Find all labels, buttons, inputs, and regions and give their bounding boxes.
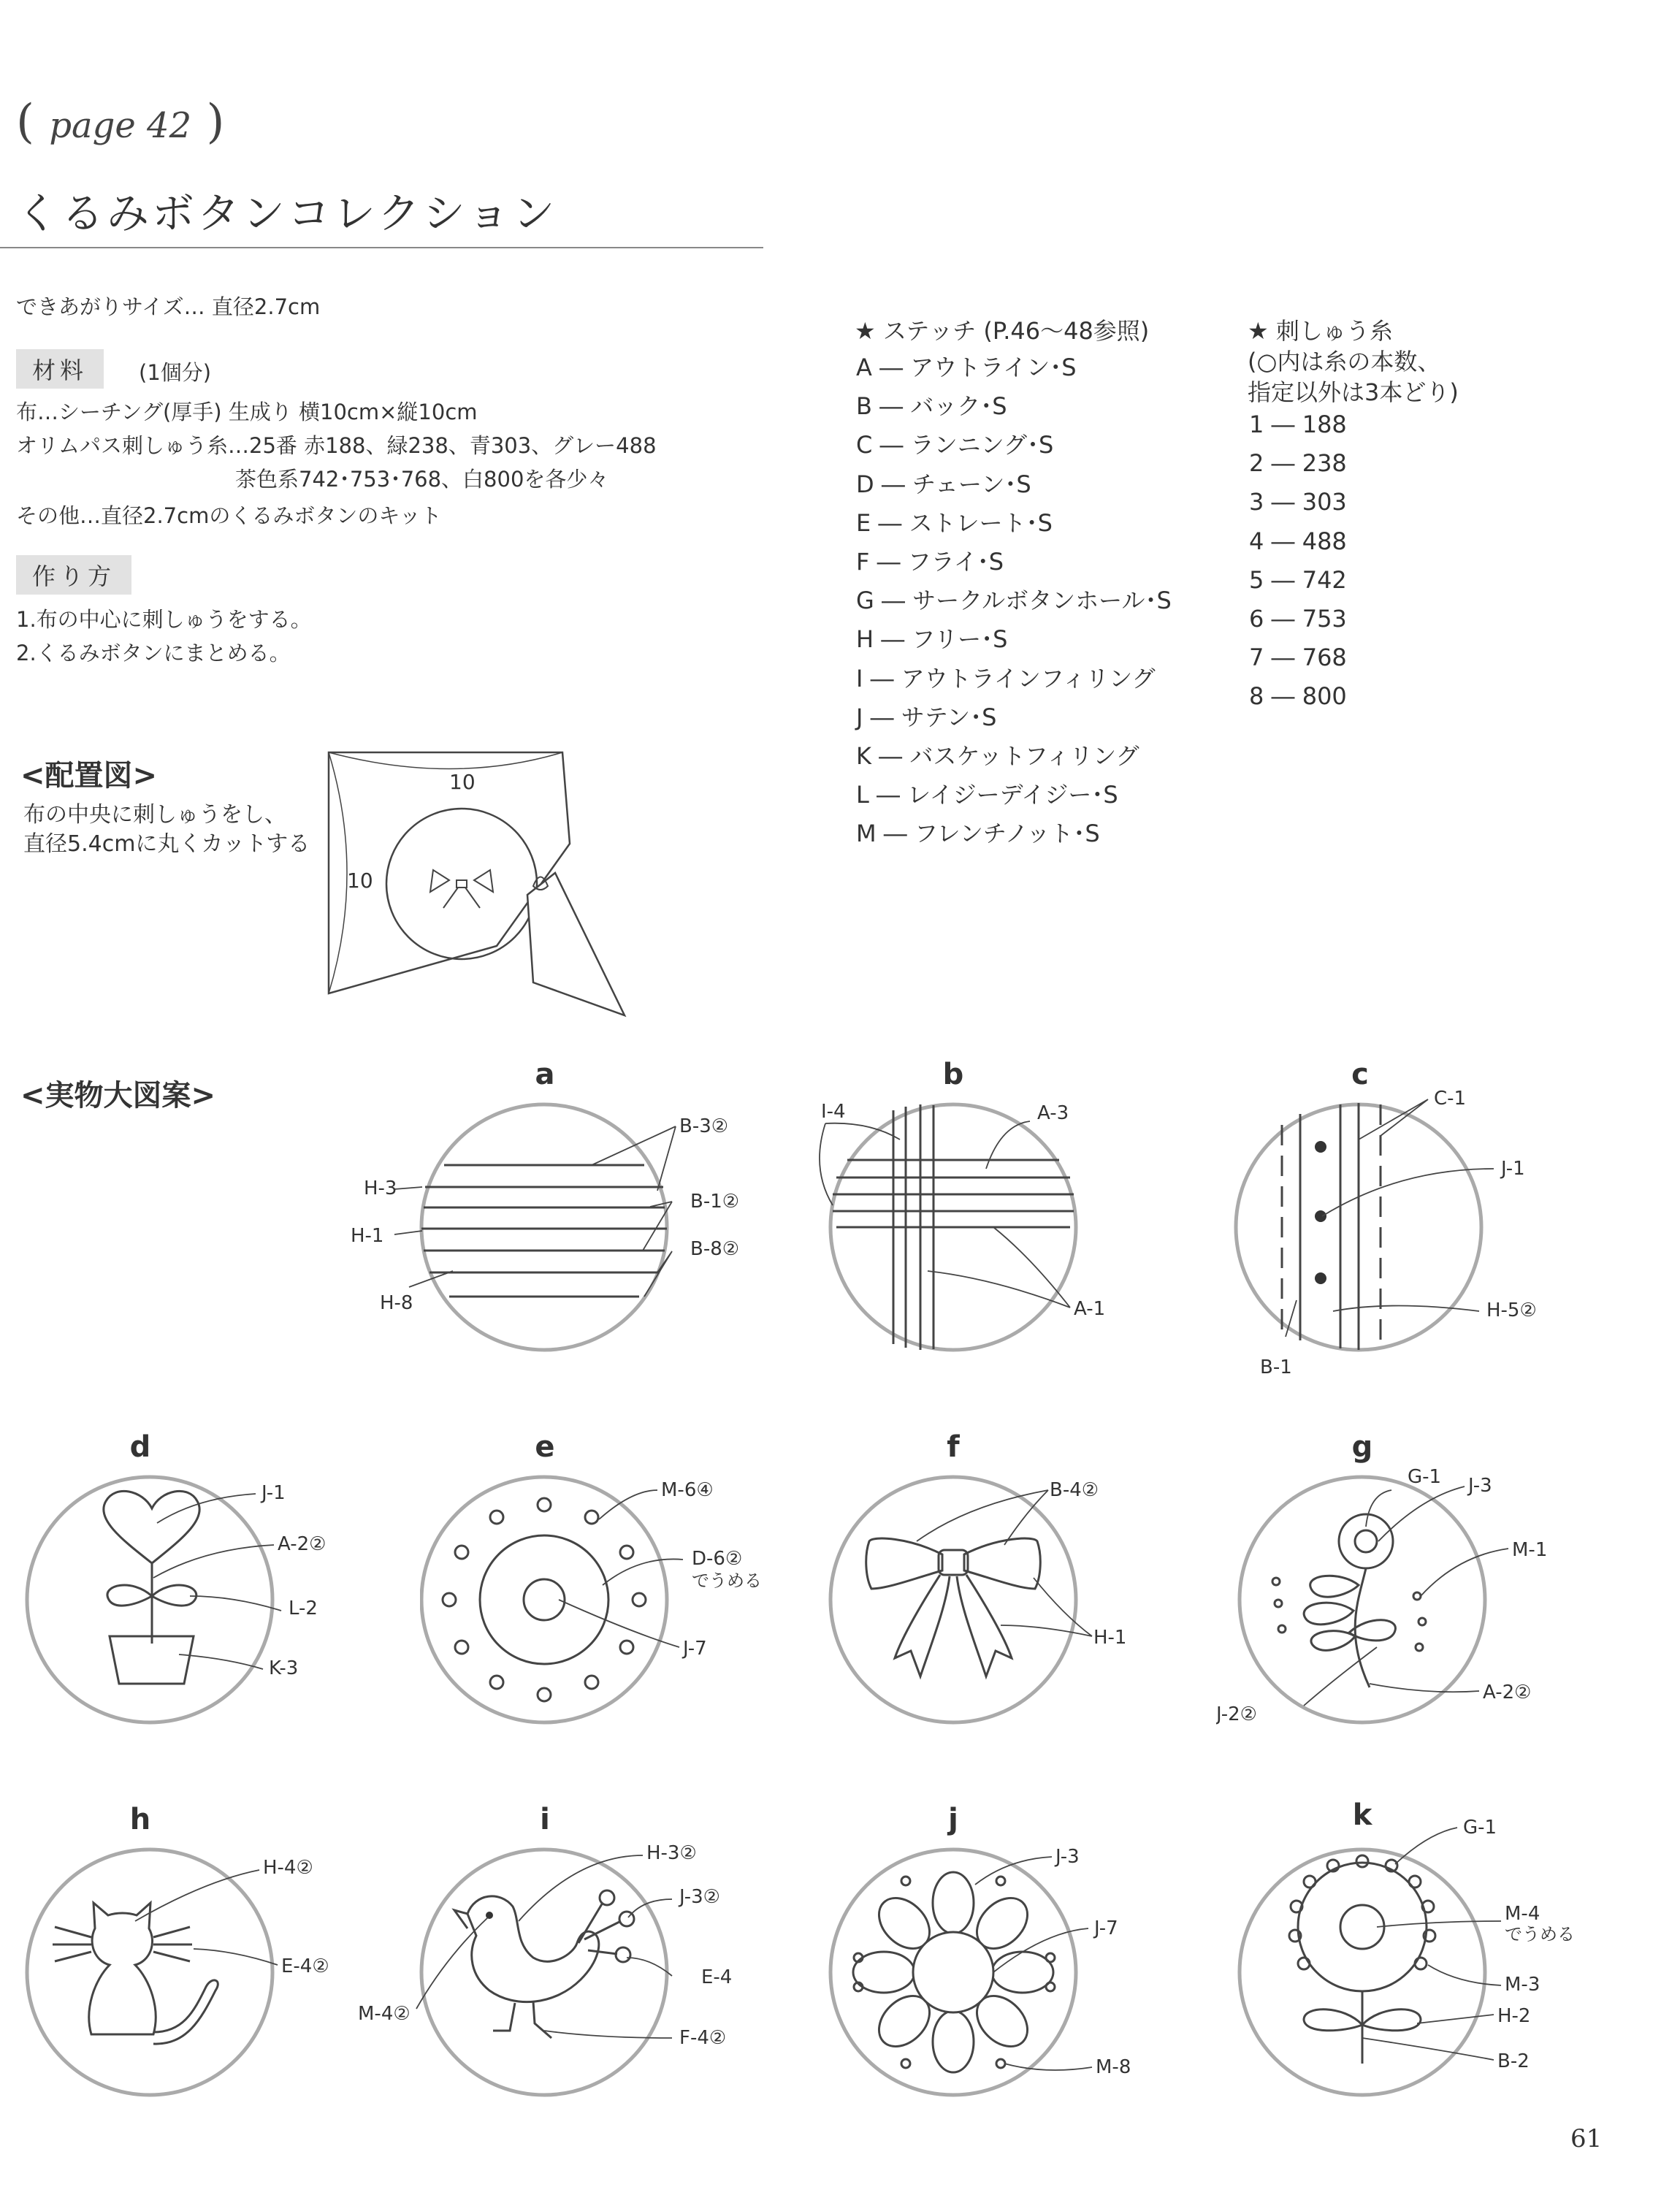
material-thread-colors: 茶色系742･753･768、白800を各少々 [235, 467, 609, 492]
label: J-3 [1055, 1846, 1080, 1868]
thread-note-2: 指定以外は3本どり) [1248, 378, 1459, 406]
label: G-1 [1408, 1466, 1442, 1488]
pattern-b-letter: b [942, 1058, 964, 1091]
label: B-3② [679, 1115, 729, 1137]
label: H-1 [351, 1225, 384, 1247]
dim-left: 10 [347, 869, 373, 893]
label: G-1 [1463, 1817, 1497, 1839]
label: M-6④ [661, 1479, 714, 1501]
pattern-k [1216, 1812, 1625, 2118]
layout-diagram [314, 741, 650, 1030]
pattern-d-letter: d [129, 1430, 151, 1464]
thread-item: 5 ― 742 [1249, 565, 1347, 594]
stitch-item: J ― サテン･S [856, 703, 997, 731]
thread-heading: ★ 刺しゅう糸 [1248, 317, 1393, 345]
material-fabric: 布…シーチング(厚手) 生成り 横10cm×縦10cm [16, 400, 478, 424]
label: I-4 [821, 1101, 846, 1123]
label: E-4 [701, 1966, 733, 1988]
finished-size: できあがりサイズ… 直径2.7cm [16, 294, 321, 319]
pattern-h-letter: h [129, 1803, 151, 1836]
pattern-c [1216, 1081, 1625, 1388]
stitch-item: I ― アウトラインフィリング [856, 664, 1156, 692]
label: でうめる [1505, 1924, 1575, 1944]
dim-top: 10 [449, 770, 476, 794]
label: B-1 [1260, 1356, 1292, 1378]
flower-icon [853, 1872, 1055, 2072]
method-step-2: 2.くるみボタンにまとめる。 [16, 641, 291, 665]
label: L-2 [289, 1598, 318, 1619]
label: H-1 [1093, 1627, 1127, 1649]
flower-icon [1289, 1855, 1435, 2064]
label: J-1 [1501, 1158, 1525, 1180]
thread-item: 3 ― 303 [1249, 488, 1347, 516]
pattern-f-letter: f [947, 1430, 960, 1464]
pattern-j-letter: j [948, 1803, 958, 1836]
stitch-item: B ― バック･S [856, 392, 1007, 421]
method-badge: 作り方 [16, 555, 131, 595]
stitch-heading: ★ ステッチ (P.46〜48参照) [855, 317, 1150, 345]
fabric-flap [527, 873, 625, 1015]
label: J-3② [679, 1886, 720, 1908]
materials-badge: 材料 [16, 349, 104, 389]
label: J-7 [1094, 1917, 1118, 1939]
cut-circle [386, 809, 537, 959]
stitch-list [856, 349, 1172, 854]
stitch-item: D ― チェーン･S [856, 470, 1031, 498]
label: A-2② [1483, 1682, 1532, 1703]
page-reference: ( page 42 ) [16, 95, 225, 149]
materials-quantity: (1個分) [139, 360, 212, 385]
pattern-g-letter: g [1351, 1430, 1373, 1464]
thread-list [1249, 411, 1347, 722]
bird-icon [454, 1890, 634, 2038]
page-reference-text: page 42 [49, 105, 192, 146]
layout-heading: <配置図> [20, 759, 158, 793]
label: K-3 [269, 1657, 299, 1679]
thread-item: 4 ― 488 [1249, 527, 1347, 555]
stitch-item: C ― ランニング･S [856, 431, 1054, 459]
pattern-a [351, 1096, 803, 1359]
label: B-1② [690, 1191, 740, 1213]
page-number: 61 [1570, 2124, 1603, 2153]
stitch-item: M ― フレンチノット･S [856, 820, 1100, 848]
title-rule [0, 247, 763, 248]
label: F-4② [679, 2027, 727, 2049]
label: H-3② [646, 1842, 697, 1864]
method-step-1: 1.布の中心に刺しゅうをする。 [16, 607, 312, 632]
stitch-item: L ― レイジーデイジー･S [856, 781, 1118, 809]
pattern-b [811, 1096, 1139, 1359]
material-other: その他…直径2.7cmのくるみボタンのキット [16, 503, 442, 528]
label: J-2② [1216, 1703, 1257, 1725]
label: J-1 [261, 1482, 286, 1504]
thread-item: 8 ― 800 [1249, 682, 1347, 711]
label: H-8 [380, 1292, 413, 1314]
label: B-2 [1497, 2050, 1530, 2072]
thread-item: 7 ― 768 [1249, 644, 1347, 672]
thread-item: 1 ― 188 [1249, 411, 1347, 438]
layout-desc-2: 直径5.4cmに丸くカットする [23, 831, 310, 857]
pattern-g [1216, 1439, 1625, 1746]
label: H-5② [1486, 1299, 1537, 1321]
pattern-k-letter: k [1352, 1798, 1372, 1832]
label: H-4② [263, 1857, 313, 1879]
label: D-6② [692, 1548, 743, 1570]
material-thread: オリムパス刺しゅう糸…25番 赤188、緑238、青303、グレー488 [16, 433, 657, 458]
label: A-3 [1037, 1102, 1069, 1124]
label: A-2② [278, 1533, 327, 1555]
bow-icon [866, 1538, 1041, 1676]
label: C-1 [1434, 1088, 1467, 1110]
label: M-4 [1505, 1903, 1540, 1925]
label: J-3 [1468, 1475, 1492, 1497]
pattern-h [15, 1841, 351, 2104]
patterns-heading: <実物大図案> [20, 1079, 216, 1112]
label: B-4② [1050, 1479, 1099, 1501]
page-title: くるみボタンコレクション [16, 188, 558, 238]
label: A-1 [1074, 1298, 1106, 1320]
heart-icon [104, 1491, 199, 1563]
cat-icon [53, 1903, 218, 2044]
stitch-item: E ― ストレート･S [856, 508, 1053, 537]
pattern-e [420, 1468, 785, 1731]
stitch-item: H ― フリー･S [856, 625, 1008, 654]
thread-note-1: (○内は糸の本数、 [1248, 348, 1441, 375]
bow-icon [430, 870, 493, 908]
label: J-7 [683, 1638, 707, 1660]
stitch-item: A ― アウトライン･S [856, 354, 1077, 381]
pattern-j [818, 1841, 1169, 2104]
pattern-a-letter: a [535, 1058, 555, 1091]
label: M-1 [1512, 1539, 1548, 1561]
pattern-f [822, 1468, 1150, 1731]
pattern-i-letter: i [540, 1803, 550, 1836]
thread-item: 2 ― 238 [1249, 449, 1347, 478]
stitch-item: K ― バスケットフィリング [856, 741, 1139, 770]
label: でうめる [692, 1570, 762, 1591]
label: H-3 [364, 1178, 397, 1199]
layout-desc-1: 布の中央に刺しゅうをし、 [23, 802, 286, 828]
label: M-4② [358, 2003, 411, 2025]
stitch-item: F ― フライ･S [856, 547, 1004, 576]
label: M-8 [1096, 2056, 1131, 2078]
label: H-2 [1497, 2005, 1531, 2027]
pattern-d [15, 1468, 343, 1731]
stitch-item: G ― サークルボタンホール･S [856, 587, 1172, 615]
label: M-3 [1505, 1974, 1540, 1996]
label: E-4② [281, 1955, 329, 1977]
pattern-e-letter: e [535, 1430, 555, 1464]
pattern-i [358, 1812, 782, 2104]
label: B-8② [690, 1238, 740, 1260]
pattern-c-letter: c [1351, 1058, 1369, 1091]
thread-item: 6 ― 753 [1249, 604, 1347, 633]
